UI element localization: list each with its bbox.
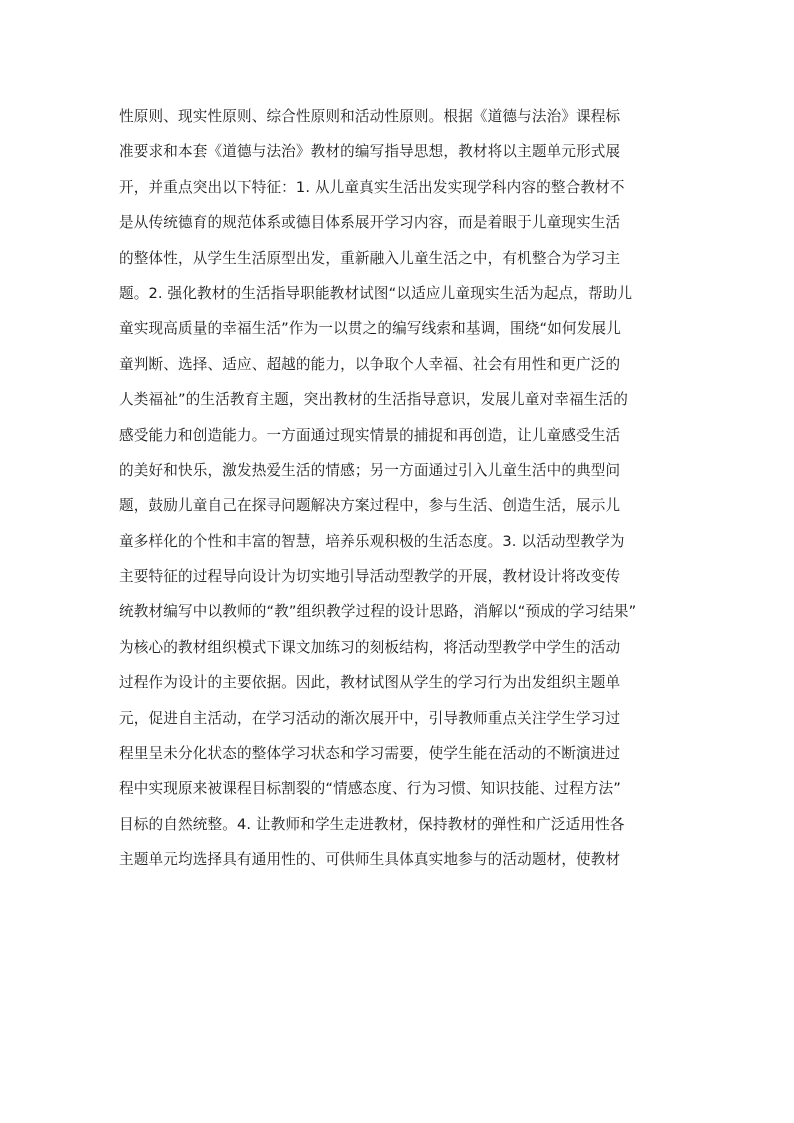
text-line: 程中实现原来被课程目标割裂的“情感态度、行为习惯、知识技能、过程方法”: [119, 780, 621, 798]
text-line: 主要特征的过程导向设计为切实地引导活动型教学的开展，教材设计将改变传: [119, 568, 621, 586]
text-line: 开，并重点突出以下特征：1. 从儿童真实生活出发实现学科内容的整合教材不: [119, 178, 625, 196]
text-line: 的整体性，从学生生活原型出发，重新融入儿童生活之中，有机整合为学习主: [119, 249, 621, 267]
text-line: 是从传统德育的规范体系或德目体系展开学习内容，而是着眼于儿童现实生活: [119, 214, 621, 232]
text-line: 题，鼓励儿童自己在探寻问题解决方案过程中，参与生活、创造生活，展示儿: [119, 497, 621, 515]
text-line: 准要求和本套《道德与法治》教材的编写指导思想，教材将以主题单元形式展: [119, 143, 621, 161]
text-line: 统教材编写中以教师的“教”组织教学过程的设计思路，消解以“预成的学习结果”: [119, 603, 637, 621]
text-line: 感受能力和创造能力。一方面通过现实情景的捕捉和再创造，让儿童感受生活: [119, 426, 621, 444]
text-line: 的美好和快乐，激发热爱生活的情感；另一方面通过引入儿童生活中的典型问: [119, 461, 621, 479]
body-text: [119, 99, 679, 878]
text-line: 过程作为设计的主要依据。因此，教材试图从学生的学习行为出发组织主题单: [119, 674, 621, 692]
text-line: 目标的自然统整。4. 让教师和学生走进教材，保持教材的弹性和广泛适用性各: [119, 815, 625, 833]
text-line: 元，促进自主活动，在学习活动的渐次展开中，引导教师重点关注学生学习过: [119, 709, 621, 727]
text-line: 主题单元均选择具有通用性的、可供师生具体真实地参与的活动题材，使教材: [119, 851, 621, 869]
text-line: 题。2. 强化教材的生活指导职能教材试图“以适应儿童现实生活为起点，帮助儿: [119, 284, 633, 302]
text-line: 人类福祉”的生活教育主题，突出教材的生活指导意识，发展儿童对幸福生活的: [119, 391, 629, 409]
text-line: 性原则、现实性原则、综合性原则和活动性原则。根据《道德与法治》课程标: [119, 108, 621, 125]
text-line: 童多样化的个性和丰富的智慧，培养乐观积极的生活态度。3. 以活动型教学为: [119, 532, 625, 550]
text-line: 为核心的教材组织模式下课文加练习的刻板结构，将活动型教学中学生的活动: [119, 638, 621, 656]
text-line: 童判断、选择、适应、超越的能力，以争取个人幸福、社会有用性和更广泛的: [119, 355, 621, 373]
text-line: 童实现高质量的幸福生活”作为一以贯之的编写线索和基调，围绕“如何发展儿: [119, 320, 621, 338]
text-line: 程里呈未分化状态的整体学习状态和学习需要，使学生能在活动的不断演进过: [119, 745, 621, 763]
